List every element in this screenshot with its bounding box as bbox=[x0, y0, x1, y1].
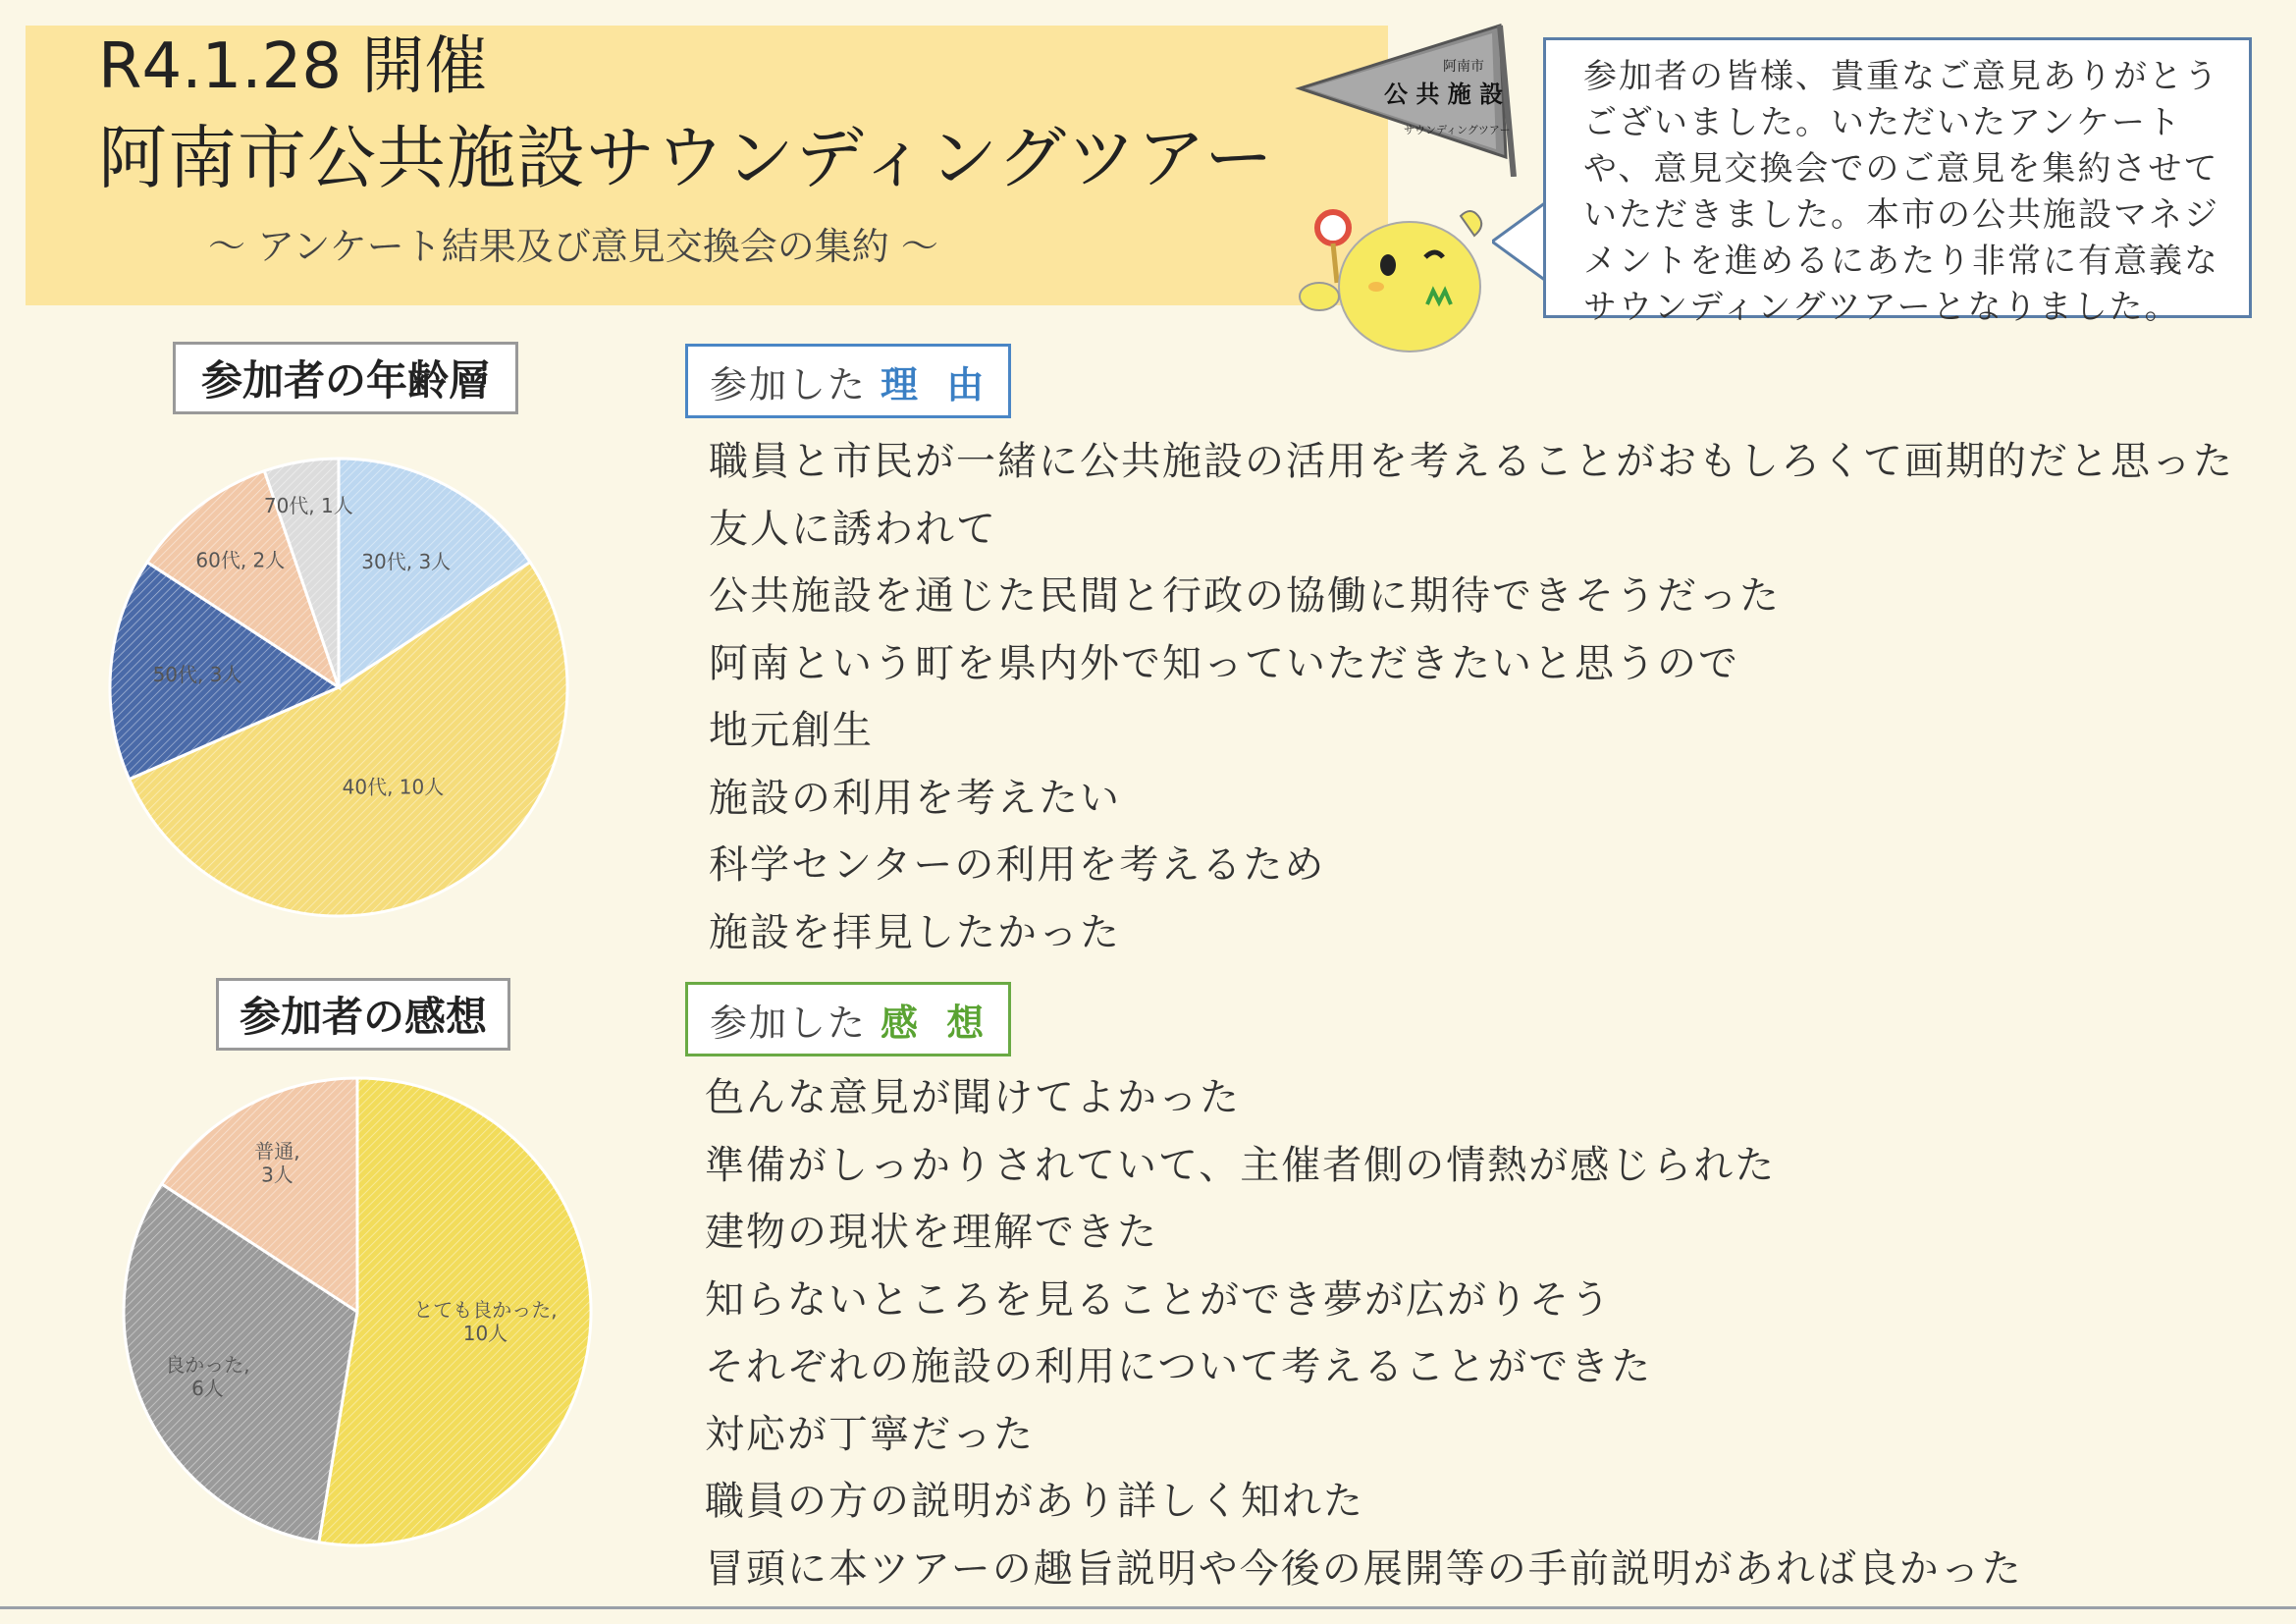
list-item: 対応が丁寧だった bbox=[705, 1411, 1035, 1457]
age-pie-chart bbox=[98, 452, 589, 933]
list-item: 友人に誘われて bbox=[709, 506, 997, 552]
list-item: 冒頭に本ツアーの趣旨説明や今後の展開等の手前説明があれば良かった bbox=[705, 1545, 2023, 1592]
mascot-icon bbox=[1294, 177, 1500, 353]
list-item: 施設の利用を考えたい bbox=[709, 775, 1121, 821]
speech-bubble-tail bbox=[1492, 192, 1551, 291]
list-item: 地元創生 bbox=[709, 708, 874, 753]
reasons-heading-prefix: 参加した bbox=[710, 362, 868, 406]
pie-label-3: 60代, 2人 bbox=[195, 548, 286, 572]
list-item: 公共施設を通じた民間と行政の協働に期待できそうだった bbox=[709, 573, 1781, 619]
pie-label-2: 普通, 3人 bbox=[254, 1139, 300, 1187]
impressions-heading-highlight: 感 想 bbox=[881, 1001, 992, 1045]
list-item: それぞれの施設の利用について考えることができた bbox=[705, 1344, 1653, 1389]
impression-pie-chart bbox=[108, 1066, 599, 1557]
list-item: 阿南という町を県内外で知っていただきたいと思うので bbox=[709, 640, 1739, 686]
flag-line2: 公 共 施 設 bbox=[1384, 81, 1504, 108]
impressions-heading bbox=[685, 982, 1011, 1056]
list-item: 職員の方の説明があり詳しく知れた bbox=[705, 1479, 1364, 1524]
page-subtitle: 〜 アンケート結果及び意見交換会の集約 〜 bbox=[208, 225, 938, 268]
impressions-list bbox=[705, 1064, 2023, 1602]
list-item: 建物の現状を理解できた bbox=[705, 1210, 1158, 1255]
impressions-heading-prefix: 参加した bbox=[710, 1001, 868, 1045]
pie-label-2: 50代, 3人 bbox=[152, 663, 242, 687]
impression-chart-label-text: 参加者の感想 bbox=[239, 993, 487, 1041]
reasons-list bbox=[709, 428, 2234, 966]
pie-label-0: とても良かった, 10人 bbox=[413, 1297, 558, 1345]
list-item: 知らないところを見ることができ夢が広がりそう bbox=[705, 1276, 1612, 1323]
pie-label-1: 40代, 10人 bbox=[342, 775, 445, 799]
thank-you-message: 参加者の皆様、貴重なご意見ありがとうございました。いただいたアンケートや、意見交換会でのご意見を集約させていただきました。本市の公共施設マネジメントを進めるにあたり非常に有意義なサウンディングツアーとなりました。 bbox=[1543, 37, 2252, 318]
age-chart-label-text: 参加者の年齢層 bbox=[200, 356, 490, 405]
list-item: 職員と市民が一緒に公共施設の活用を考えることがおもしろくて画期的だと思った bbox=[709, 439, 2234, 484]
page-title: 阿南市公共施設サウンディングツアー bbox=[98, 118, 1274, 198]
reasons-heading-highlight: 理 由 bbox=[881, 362, 992, 406]
footer-divider bbox=[0, 1606, 2296, 1609]
list-item: 科学センターの利用を考えるため bbox=[709, 842, 1326, 888]
flag-icon bbox=[1286, 20, 1522, 177]
pie-label-0: 30代, 3人 bbox=[361, 549, 452, 573]
list-item: 準備がしっかりされていて、主催者側の情熱が感じられた bbox=[705, 1142, 1777, 1188]
list-item: 施設を拝見したかった bbox=[709, 909, 1121, 955]
age-chart-label bbox=[173, 342, 518, 414]
event-date-title: R4.1.28 開催 bbox=[98, 30, 488, 103]
impression-chart-label bbox=[216, 978, 510, 1051]
flag-line3: サウンディングツアー bbox=[1404, 124, 1511, 136]
pie-label-1: 良かった, 6人 bbox=[165, 1352, 250, 1400]
flag-line1: 阿南市 bbox=[1443, 59, 1484, 75]
list-item: 色んな意見が聞けてよかった bbox=[705, 1075, 1241, 1120]
pie-label-4: 70代, 1人 bbox=[263, 494, 353, 518]
reasons-heading bbox=[685, 344, 1011, 418]
